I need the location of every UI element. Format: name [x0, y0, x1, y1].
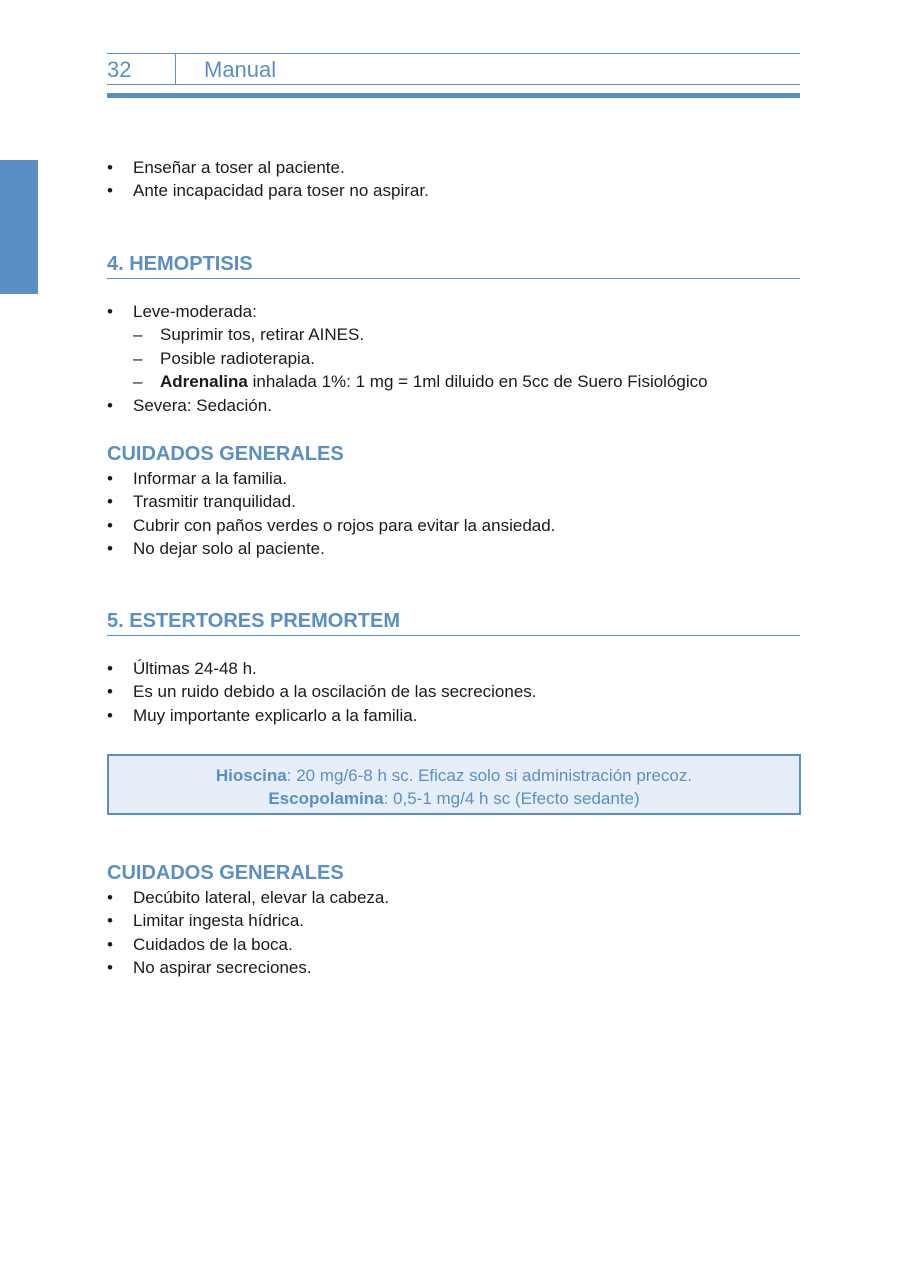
list-item — [107, 704, 800, 727]
bullet-icon: • — [107, 469, 113, 488]
list-item-text: Es un ruido debido a la oscilación de las secreciones. — [133, 682, 537, 702]
header-thick-rule — [107, 93, 800, 98]
list-item — [107, 657, 800, 680]
cuidados-list-1 — [107, 467, 800, 561]
subsection-title: CUIDADOS GENERALES — [107, 862, 344, 884]
estertores-list — [107, 657, 800, 727]
bullet-icon: • — [107, 181, 113, 201]
bullet-icon: • — [107, 705, 113, 725]
drug-name: Escopolamina — [268, 789, 384, 808]
list-item-text: No dejar solo al paciente. — [133, 539, 325, 559]
list-item — [107, 537, 800, 560]
list-item-text: Enseñar a toser al paciente. — [133, 158, 345, 177]
list-item-text: Muy importante explicarlo a la familia. — [133, 705, 418, 725]
list-item-text: Cuidados de la boca. — [133, 934, 293, 954]
list-item — [107, 179, 800, 202]
list-item-text: Trasmitir tranquilidad. — [133, 492, 296, 512]
list-item-text: Informar a la familia. — [133, 469, 287, 488]
page-header — [107, 53, 800, 97]
bullet-icon: • — [107, 302, 113, 321]
estertores-list-block — [107, 657, 800, 727]
bullet-icon: • — [107, 515, 113, 535]
drug-name: Hioscina — [215, 766, 287, 785]
running-title: Manual — [204, 57, 277, 82]
hemoptisis-list — [107, 300, 800, 323]
list-item — [107, 467, 800, 490]
bullet-icon: • — [107, 492, 113, 512]
hemoptisis-list-2 — [107, 394, 800, 417]
dosage-text: : 0,5-1 mg/4 h sc (Efecto sedante) — [383, 789, 640, 808]
list-item-text: inhalada 1%: 1 mg = 1ml diluido en 5cc de Suero Fisiológico — [247, 372, 708, 392]
bullet-icon: • — [107, 888, 113, 907]
list-item — [107, 490, 800, 513]
section-hemoptisis — [107, 252, 800, 279]
sub-list-item — [107, 347, 800, 370]
header-bottom-rule — [107, 84, 800, 85]
bullet-icon: • — [107, 911, 113, 931]
list-item — [107, 933, 800, 956]
dosage-info-box — [107, 754, 801, 815]
dosage-text: : 20 mg/6-8 h sc. Eficaz solo si administración precoz. — [286, 766, 693, 785]
subsection-title: CUIDADOS GENERALES — [107, 443, 344, 465]
bullet-icon: • — [107, 158, 113, 177]
list-item — [107, 394, 800, 417]
cuidados-list-2 — [107, 886, 800, 980]
list-item-text: Últimas 24-48 h. — [133, 659, 257, 678]
list-item — [107, 156, 800, 179]
bullet-icon: • — [107, 539, 113, 559]
list-item — [107, 886, 800, 909]
infobox-line-2 — [109, 787, 799, 810]
list-item-text: No aspirar secreciones. — [133, 958, 312, 978]
bullet-icon: • — [107, 958, 113, 978]
intro-list — [107, 156, 800, 203]
section-title: 4. HEMOPTISIS — [107, 252, 800, 279]
list-item-text: Ante incapacidad para toser no aspirar. — [133, 181, 429, 201]
list-item-text: Decúbito lateral, elevar la cabeza. — [133, 888, 390, 907]
cuidados-generales-2 — [107, 861, 800, 980]
bullet-icon: • — [107, 659, 113, 678]
page-number: 32 — [107, 57, 132, 82]
bullet-icon: • — [107, 395, 113, 415]
hemoptisis-list-block — [107, 300, 800, 417]
cuidados-generales-1 — [107, 442, 800, 561]
dash-icon: – — [133, 348, 143, 368]
hemoptisis-sublist — [107, 323, 800, 393]
dash-icon: – — [133, 325, 143, 345]
list-item — [107, 680, 800, 703]
dash-icon: – — [133, 372, 143, 392]
bullet-icon: • — [107, 682, 113, 702]
list-item-text: Severa: Sedación. — [133, 395, 272, 415]
chapter-side-tab — [0, 160, 38, 294]
list-item — [107, 300, 800, 323]
header-divider — [175, 54, 176, 84]
list-item-text: Cubrir con paños verdes o rojos para evitar la ansiedad. — [133, 515, 556, 535]
intro-list-block — [107, 156, 800, 203]
list-item-text: Limitar ingesta hídrica. — [133, 911, 305, 931]
list-item — [107, 514, 800, 537]
list-item-text: Posible radioterapia. — [160, 348, 315, 368]
header-top-rule — [107, 53, 800, 54]
sub-list-item — [107, 323, 800, 346]
list-item — [107, 909, 800, 932]
section-title: 5. ESTERTORES PREMORTEM — [107, 609, 800, 636]
infobox-line-1 — [109, 764, 799, 787]
list-item-text: Suprimir tos, retirar AINES. — [160, 325, 365, 345]
bullet-icon: • — [107, 934, 113, 954]
list-item-text: Leve-moderada: — [133, 302, 257, 321]
drug-name: Adrenalina — [160, 372, 248, 392]
section-estertores — [107, 609, 800, 636]
list-item — [107, 956, 800, 979]
sub-list-item — [107, 370, 800, 393]
